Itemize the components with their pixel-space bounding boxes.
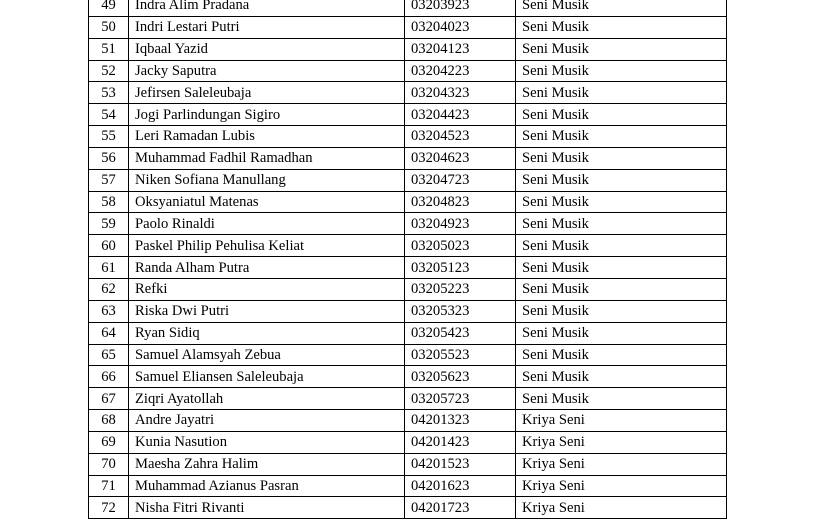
row-number-cell: 70	[89, 453, 129, 475]
study-program-cell: Seni Musik	[516, 0, 727, 16]
row-number-cell: 50	[89, 16, 129, 38]
table-row	[89, 497, 727, 519]
table-row	[89, 38, 727, 60]
table-row	[89, 104, 727, 126]
study-program-cell: Seni Musik	[516, 191, 727, 213]
student-id-cell: 03204823	[405, 191, 516, 213]
table-row	[89, 126, 727, 148]
student-id-cell: 03203923	[405, 0, 516, 16]
student-name-cell: Paskel Philip Pehulisa Keliat	[129, 235, 405, 257]
student-name-cell: Refki	[129, 278, 405, 300]
table-row	[89, 235, 727, 257]
table-row	[89, 344, 727, 366]
student-name-cell: Maesha Zahra Halim	[129, 453, 405, 475]
student-id-cell: 03204223	[405, 60, 516, 82]
student-id-cell: 03205023	[405, 235, 516, 257]
student-name-cell: Randa Alham Putra	[129, 257, 405, 279]
student-name-cell: Samuel Eliansen Saleleubaja	[129, 366, 405, 388]
study-program-cell: Seni Musik	[516, 60, 727, 82]
table-row	[89, 0, 727, 16]
row-number-cell: 60	[89, 235, 129, 257]
row-number-cell: 51	[89, 38, 129, 60]
student-name-cell: Indri Lestari Putri	[129, 16, 405, 38]
row-number-cell: 58	[89, 191, 129, 213]
row-number-cell: 71	[89, 475, 129, 497]
study-program-cell: Kriya Seni	[516, 475, 727, 497]
row-number-cell: 54	[89, 104, 129, 126]
table-row	[89, 453, 727, 475]
row-number-cell: 67	[89, 388, 129, 410]
study-program-cell: Seni Musik	[516, 322, 727, 344]
study-program-cell: Seni Musik	[516, 126, 727, 148]
row-number-cell: 52	[89, 60, 129, 82]
student-name-cell: Muhammad Fadhil Ramadhan	[129, 147, 405, 169]
row-number-cell: 49	[89, 0, 129, 16]
student-name-cell: Oksyaniatul Matenas	[129, 191, 405, 213]
study-program-cell: Kriya Seni	[516, 497, 727, 519]
student-name-cell: Nisha Fitri Rivanti	[129, 497, 405, 519]
student-id-cell: 03204023	[405, 16, 516, 38]
student-name-cell: Niken Sofiana Manullang	[129, 169, 405, 191]
table-row	[89, 322, 727, 344]
student-id-cell: 04201723	[405, 497, 516, 519]
row-number-cell: 53	[89, 82, 129, 104]
row-number-cell: 56	[89, 147, 129, 169]
student-id-cell: 04201323	[405, 410, 516, 432]
student-list-table	[88, 0, 727, 519]
student-id-cell: 03204923	[405, 213, 516, 235]
student-id-cell: 03205623	[405, 366, 516, 388]
table-row	[89, 410, 727, 432]
row-number-cell: 55	[89, 126, 129, 148]
table-row	[89, 388, 727, 410]
student-id-cell: 03204523	[405, 126, 516, 148]
student-name-cell: Jacky Saputra	[129, 60, 405, 82]
study-program-cell: Seni Musik	[516, 278, 727, 300]
student-id-cell: 03204623	[405, 147, 516, 169]
student-name-cell: Kunia Nasution	[129, 431, 405, 453]
study-program-cell: Seni Musik	[516, 82, 727, 104]
study-program-cell: Seni Musik	[516, 147, 727, 169]
study-program-cell: Seni Musik	[516, 104, 727, 126]
student-id-cell: 04201623	[405, 475, 516, 497]
table-row	[89, 191, 727, 213]
table-row	[89, 431, 727, 453]
table-row	[89, 278, 727, 300]
study-program-cell: Seni Musik	[516, 169, 727, 191]
study-program-cell: Seni Musik	[516, 366, 727, 388]
row-number-cell: 68	[89, 410, 129, 432]
table-row	[89, 82, 727, 104]
student-id-cell: 03205123	[405, 257, 516, 279]
row-number-cell: 72	[89, 497, 129, 519]
study-program-cell: Seni Musik	[516, 38, 727, 60]
row-number-cell: 62	[89, 278, 129, 300]
table-body	[89, 0, 727, 519]
table-row	[89, 169, 727, 191]
student-name-cell: Paolo Rinaldi	[129, 213, 405, 235]
table-row	[89, 475, 727, 497]
study-program-cell: Seni Musik	[516, 16, 727, 38]
student-name-cell: Samuel Alamsyah Zebua	[129, 344, 405, 366]
row-number-cell: 66	[89, 366, 129, 388]
study-program-cell: Seni Musik	[516, 235, 727, 257]
student-name-cell: Leri Ramadan Lubis	[129, 126, 405, 148]
study-program-cell: Seni Musik	[516, 257, 727, 279]
student-id-cell: 03204323	[405, 82, 516, 104]
student-id-cell: 04201523	[405, 453, 516, 475]
student-name-cell: Muhammad Azianus Pasran	[129, 475, 405, 497]
study-program-cell: Seni Musik	[516, 300, 727, 322]
row-number-cell: 61	[89, 257, 129, 279]
row-number-cell: 57	[89, 169, 129, 191]
table-row	[89, 366, 727, 388]
study-program-cell: Seni Musik	[516, 213, 727, 235]
row-number-cell: 63	[89, 300, 129, 322]
table-row	[89, 257, 727, 279]
student-id-cell: 03205523	[405, 344, 516, 366]
table-row	[89, 60, 727, 82]
table-row	[89, 213, 727, 235]
student-id-cell: 03205223	[405, 278, 516, 300]
row-number-cell: 64	[89, 322, 129, 344]
student-name-cell: Riska Dwi Putri	[129, 300, 405, 322]
student-name-cell: Indra Alim Pradana	[129, 0, 405, 16]
student-name-cell: Andre Jayatri	[129, 410, 405, 432]
student-name-cell: Jogi Parlindungan Sigiro	[129, 104, 405, 126]
student-id-cell: 03204123	[405, 38, 516, 60]
student-id-cell: 03205723	[405, 388, 516, 410]
student-id-cell: 04201423	[405, 431, 516, 453]
study-program-cell: Seni Musik	[516, 344, 727, 366]
table-row	[89, 147, 727, 169]
study-program-cell: Kriya Seni	[516, 431, 727, 453]
table-row	[89, 300, 727, 322]
student-name-cell: Ryan Sidiq	[129, 322, 405, 344]
student-id-cell: 03204423	[405, 104, 516, 126]
row-number-cell: 59	[89, 213, 129, 235]
study-program-cell: Kriya Seni	[516, 453, 727, 475]
student-id-cell: 03204723	[405, 169, 516, 191]
row-number-cell: 69	[89, 431, 129, 453]
student-id-cell: 03205323	[405, 300, 516, 322]
student-name-cell: Ziqri Ayatollah	[129, 388, 405, 410]
student-id-cell: 03205423	[405, 322, 516, 344]
student-name-cell: Jefirsen Saleleubaja	[129, 82, 405, 104]
row-number-cell: 65	[89, 344, 129, 366]
student-name-cell: Iqbaal Yazid	[129, 38, 405, 60]
study-program-cell: Seni Musik	[516, 388, 727, 410]
study-program-cell: Kriya Seni	[516, 410, 727, 432]
table-row	[89, 16, 727, 38]
